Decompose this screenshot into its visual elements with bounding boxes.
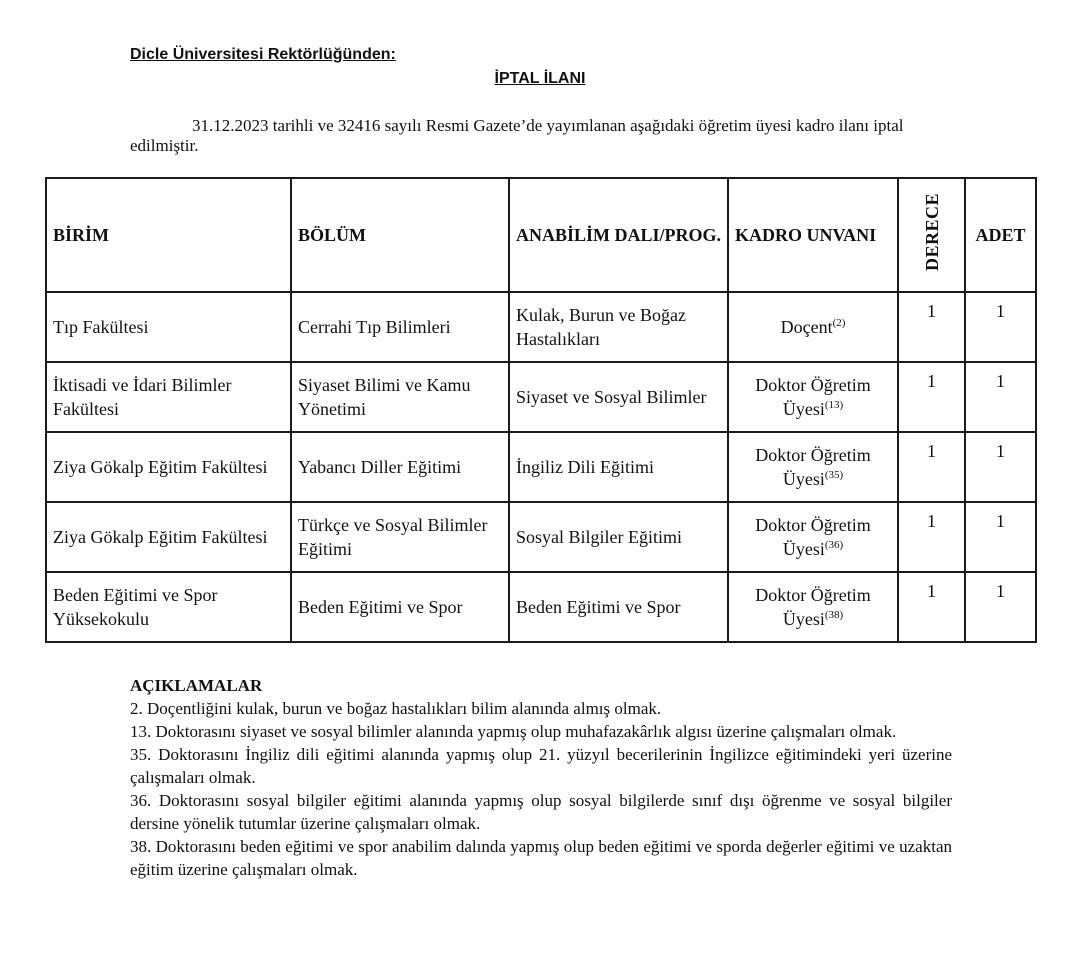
header-derece: [898, 178, 965, 292]
cell-derece: 1: [898, 292, 965, 362]
cell-kadro: [728, 292, 898, 362]
table-row: [46, 362, 1036, 432]
notes-section: [130, 675, 952, 881]
header-anabilim: ANABİLİM DALI/PROG.: [509, 178, 728, 292]
cell-bolum: Cerrahi Tıp Bilimleri: [291, 292, 509, 362]
header-adet: ADET: [965, 178, 1036, 292]
cell-adet: 1: [965, 292, 1036, 362]
note-item: 36. Doktorasını sosyal bilgiler eğitimi alanında yapmış olup sosyal bilgilerde sınıf dışı öğrenme ve sosyal bilgiler dersine yönelik tutumlar üzerine çalışmaları olmak.: [130, 791, 952, 833]
cell-kadro: [728, 502, 898, 572]
notes-title: AÇIKLAMALAR: [130, 676, 263, 695]
cell-derece: 1: [898, 502, 965, 572]
cell-birim: İktisadi ve İdari Bilimler Fakültesi: [46, 362, 291, 432]
cell-anabilim: Kulak, Burun ve Boğaz Hastalıkları: [509, 292, 728, 362]
notice-title: İPTAL İLANI: [494, 70, 586, 87]
note-reference: (13): [824, 399, 844, 411]
cell-bolum: Beden Eğitimi ve Spor: [291, 572, 509, 642]
cell-birim: Beden Eğitimi ve Spor Yüksekokulu: [46, 572, 291, 642]
intro-paragraph: 31.12.2023 tarihli ve 32416 sayılı Resmi Gazete’de yayımlanan aşağıdaki öğretim üyesi kadro ilanı iptal edilmiştir.: [130, 116, 904, 155]
cell-adet: 1: [965, 572, 1036, 642]
note-item: 38. Doktorasını beden eğitimi ve spor anabilim dalında yapmış olup beden eğitimi ve sporda değerler eğitimi ve uzaktan eğitim üzerine çalışmaları olmak.: [130, 837, 952, 879]
table-header-row: [46, 178, 1036, 292]
cell-anabilim: Beden Eğitimi ve Spor: [509, 572, 728, 642]
kadro-unvan: Doktor Öğretim Üyesi: [755, 445, 871, 489]
header-derece-label: DERECE: [921, 192, 942, 271]
cell-birim: Tıp Fakültesi: [46, 292, 291, 362]
kadro-unvan: Doktor Öğretim Üyesi: [755, 375, 871, 419]
cell-birim: Ziya Gökalp Eğitim Fakültesi: [46, 432, 291, 502]
cell-bolum: Yabancı Diller Eğitimi: [291, 432, 509, 502]
note-reference: (2): [832, 317, 846, 329]
note-reference: (38): [824, 609, 844, 621]
table-row: [46, 502, 1036, 572]
cell-derece: 1: [898, 572, 965, 642]
cell-adet: 1: [965, 502, 1036, 572]
note-reference: (36): [824, 539, 844, 551]
header-kadro: KADRO UNVANI: [728, 178, 898, 292]
kadro-unvan: Doçent: [780, 317, 833, 337]
cell-adet: 1: [965, 432, 1036, 502]
header-bolum: BÖLÜM: [291, 178, 509, 292]
note-item: 13. Doktorasını siyaset ve sosyal bilimler alanında yapmış olup muhafazakârlık algısı üzerine çalışmaları olmak.: [130, 722, 897, 741]
cell-anabilim: Sosyal Bilgiler Eğitimi: [509, 502, 728, 572]
cell-birim: Ziya Gökalp Eğitim Fakültesi: [46, 502, 291, 572]
cell-bolum: Türkçe ve Sosyal Bilimler Eğitimi: [291, 502, 509, 572]
table-row: [46, 432, 1036, 502]
kadro-unvan: Doktor Öğretim Üyesi: [755, 515, 871, 559]
cell-anabilim: İngiliz Dili Eğitimi: [509, 432, 728, 502]
institution-name: Dicle Üniversitesi Rektörlüğünden:: [130, 46, 396, 63]
cell-kadro: [728, 572, 898, 642]
kadro-unvan: Doktor Öğretim Üyesi: [755, 585, 871, 629]
header-birim: BİRİM: [46, 178, 291, 292]
note-reference: (35): [824, 469, 844, 481]
table-row: [46, 572, 1036, 642]
cell-derece: 1: [898, 432, 965, 502]
cell-adet: 1: [965, 362, 1036, 432]
note-item: 2. Doçentliğini kulak, burun ve boğaz hastalıkları bilim alanında almış olmak.: [130, 699, 662, 718]
cell-derece: 1: [898, 362, 965, 432]
cell-bolum: Siyaset Bilimi ve Kamu Yönetimi: [291, 362, 509, 432]
cell-anabilim: Siyaset ve Sosyal Bilimler: [509, 362, 728, 432]
table-body: [46, 292, 1036, 642]
cell-kadro: [728, 362, 898, 432]
cell-kadro: [728, 432, 898, 502]
notes-list: [130, 697, 952, 881]
position-table: [45, 177, 1037, 643]
note-item: 35. Doktorasını İngiliz dili eğitimi alanında yapmış olup 21. yüzyıl becerilerinin İngilizce eğitimindeki yeri üzerine çalışmaları olmak.: [130, 745, 952, 787]
table-row: [46, 292, 1036, 362]
